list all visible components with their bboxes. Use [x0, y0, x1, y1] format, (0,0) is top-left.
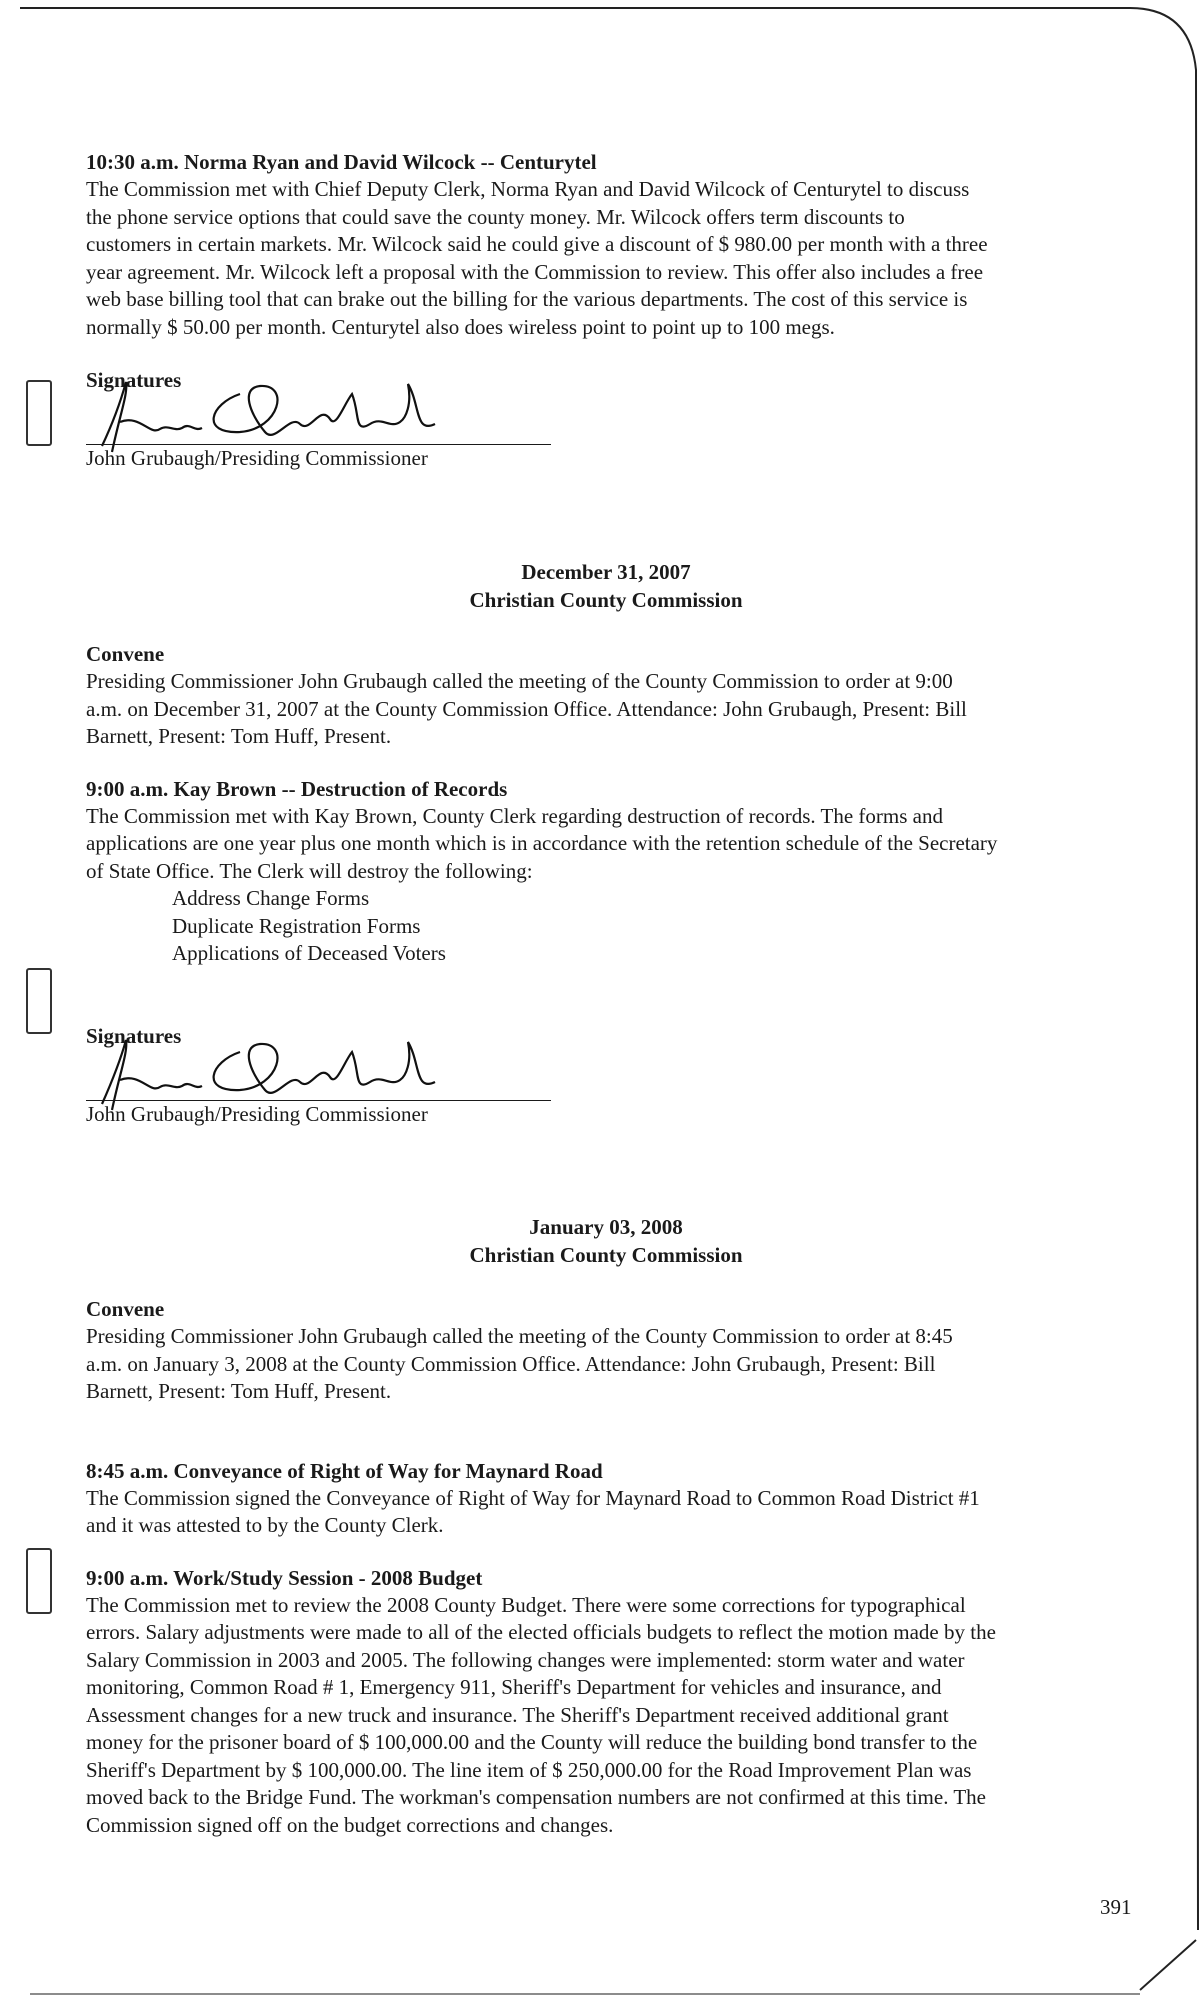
meeting-dec-31-2007: [86, 558, 1126, 968]
body-line: errors. Salary adjustments were made to all of the elected officials budgets to reflect the motion made by the: [86, 1620, 996, 1644]
centurytel-section: [86, 149, 1126, 341]
convene-heading: Convene: [86, 1297, 165, 1321]
body-line: Barnett, Present: Tom Huff, Present.: [86, 724, 392, 748]
body-line: Presiding Commissioner John Grubaugh called the meeting of the County Commission to order at 8:45: [86, 1324, 953, 1348]
meeting-jan-03-2008: [86, 1213, 1126, 1839]
signature-block-1: [86, 368, 606, 478]
list-item: Address Change Forms: [172, 886, 370, 910]
budget-session-body: [86, 1592, 1126, 1840]
body-line: Sheriff's Department by $ 100,000.00. The line item of $ 250,000.00 for the Road Improvement Plan was: [86, 1757, 972, 1782]
centurytel-heading: 10:30 a.m. Norma Ryan and David Wilcock -- Centurytel: [86, 150, 597, 174]
centurytel-body: [86, 176, 1126, 341]
convene-body: [86, 1323, 1126, 1406]
body-line: customers in certain markets. Mr. Wilcock said he could give a discount of $ 980.00 per month with a three: [86, 232, 988, 256]
records-destroy-list: [172, 885, 1126, 968]
body-line: normally $ 50.00 per month. Centurytel also does wireless point to point up to 100 megs.: [86, 314, 835, 339]
meeting-date: December 31, 2007: [521, 560, 691, 584]
convene-body: [86, 668, 1126, 751]
body-line: The Commission met with Chief Deputy Clerk, Norma Ryan and David Wilcock of Centurytel to discuss: [86, 177, 970, 201]
records-body: [86, 803, 1126, 886]
body-line: The Commission signed the Conveyance of Right of Way for Maynard Road to Common Road District #1: [86, 1485, 980, 1510]
signature-line: [86, 444, 551, 445]
punch-hole-top: [26, 380, 52, 446]
body-line: a.m. on January 3, 2008 at the County Commission Office. Attendance: John Grubaugh, Present: Bill: [86, 1351, 936, 1376]
body-line: Commission signed off on the budget corrections and changes.: [86, 1812, 614, 1837]
body-line: money for the prisoner board of $ 100,000.00 and the County will reduce the building bond transfer to the: [86, 1730, 978, 1754]
body-line: The Commission met to review the 2008 County Budget. There were some corrections for typographical: [86, 1592, 966, 1617]
body-line: moved back to the Bridge Fund. The workman's compensation numbers are not confirmed at this time. The: [86, 1785, 986, 1809]
signatures-label: Signatures: [86, 368, 182, 392]
signature-line: [86, 1100, 551, 1101]
list-item: Applications of Deceased Voters: [172, 941, 446, 965]
meeting-organization: Christian County Commission: [469, 588, 743, 612]
punch-hole-middle: [26, 968, 52, 1034]
body-line: of State Office. The Clerk will destroy the following:: [86, 858, 533, 883]
body-line: The Commission met with Kay Brown, County Clerk regarding destruction of records. The forms and: [86, 803, 943, 828]
body-line: monitoring, Common Road # 1, Emergency 911, Sheriff's Department for vehicles and insurance, and: [86, 1675, 942, 1699]
signatures-label: Signatures: [86, 1024, 182, 1048]
body-line: a.m. on December 31, 2007 at the County Commission Office. Attendance: John Grubaugh, Present: Bill: [86, 696, 967, 721]
meeting-date: January 03, 2008: [529, 1215, 683, 1239]
signature-block-2: [86, 1024, 606, 1134]
maynard-road-body: [86, 1485, 1126, 1540]
body-line: the phone service options that could save the county money. Mr. Wilcock offers term discounts to: [86, 204, 905, 229]
body-line: Salary Commission in 2003 and 2005. The following changes were implemented: storm water and water: [86, 1647, 965, 1672]
body-line: Barnett, Present: Tom Huff, Present.: [86, 1379, 392, 1403]
page-number: 391: [1100, 1895, 1132, 1919]
body-line: year agreement. Mr. Wilcock left a proposal with the Commission to review. This offer also includes a free: [86, 259, 984, 284]
list-item: Duplicate Registration Forms: [172, 913, 421, 938]
body-line: web base billing tool that can brake out the billing for the various departments. The cost of this service is: [86, 287, 968, 311]
signatory-name: John Grubaugh/Presiding Commissioner: [86, 446, 428, 470]
signatory-name: John Grubaugh/Presiding Commissioner: [86, 1102, 428, 1126]
body-line: Presiding Commissioner John Grubaugh called the meeting of the County Commission to order at 9:00: [86, 669, 953, 693]
meeting-organization: Christian County Commission: [469, 1243, 743, 1267]
records-heading: 9:00 a.m. Kay Brown -- Destruction of Records: [86, 776, 508, 801]
budget-session-heading: 9:00 a.m. Work/Study Session - 2008 Budget: [86, 1565, 483, 1590]
maynard-road-heading: 8:45 a.m. Conveyance of Right of Way for Maynard Road: [86, 1458, 603, 1483]
convene-heading: Convene: [86, 642, 165, 666]
body-line: applications are one year plus one month which is in accordance with the retention schedule of the Secretary: [86, 831, 998, 855]
body-line: Assessment changes for a new truck and insurance. The Sheriff's Department received additional grant: [86, 1702, 949, 1727]
body-line: and it was attested to by the County Clerk.: [86, 1513, 444, 1537]
punch-hole-bottom: [26, 1548, 52, 1614]
